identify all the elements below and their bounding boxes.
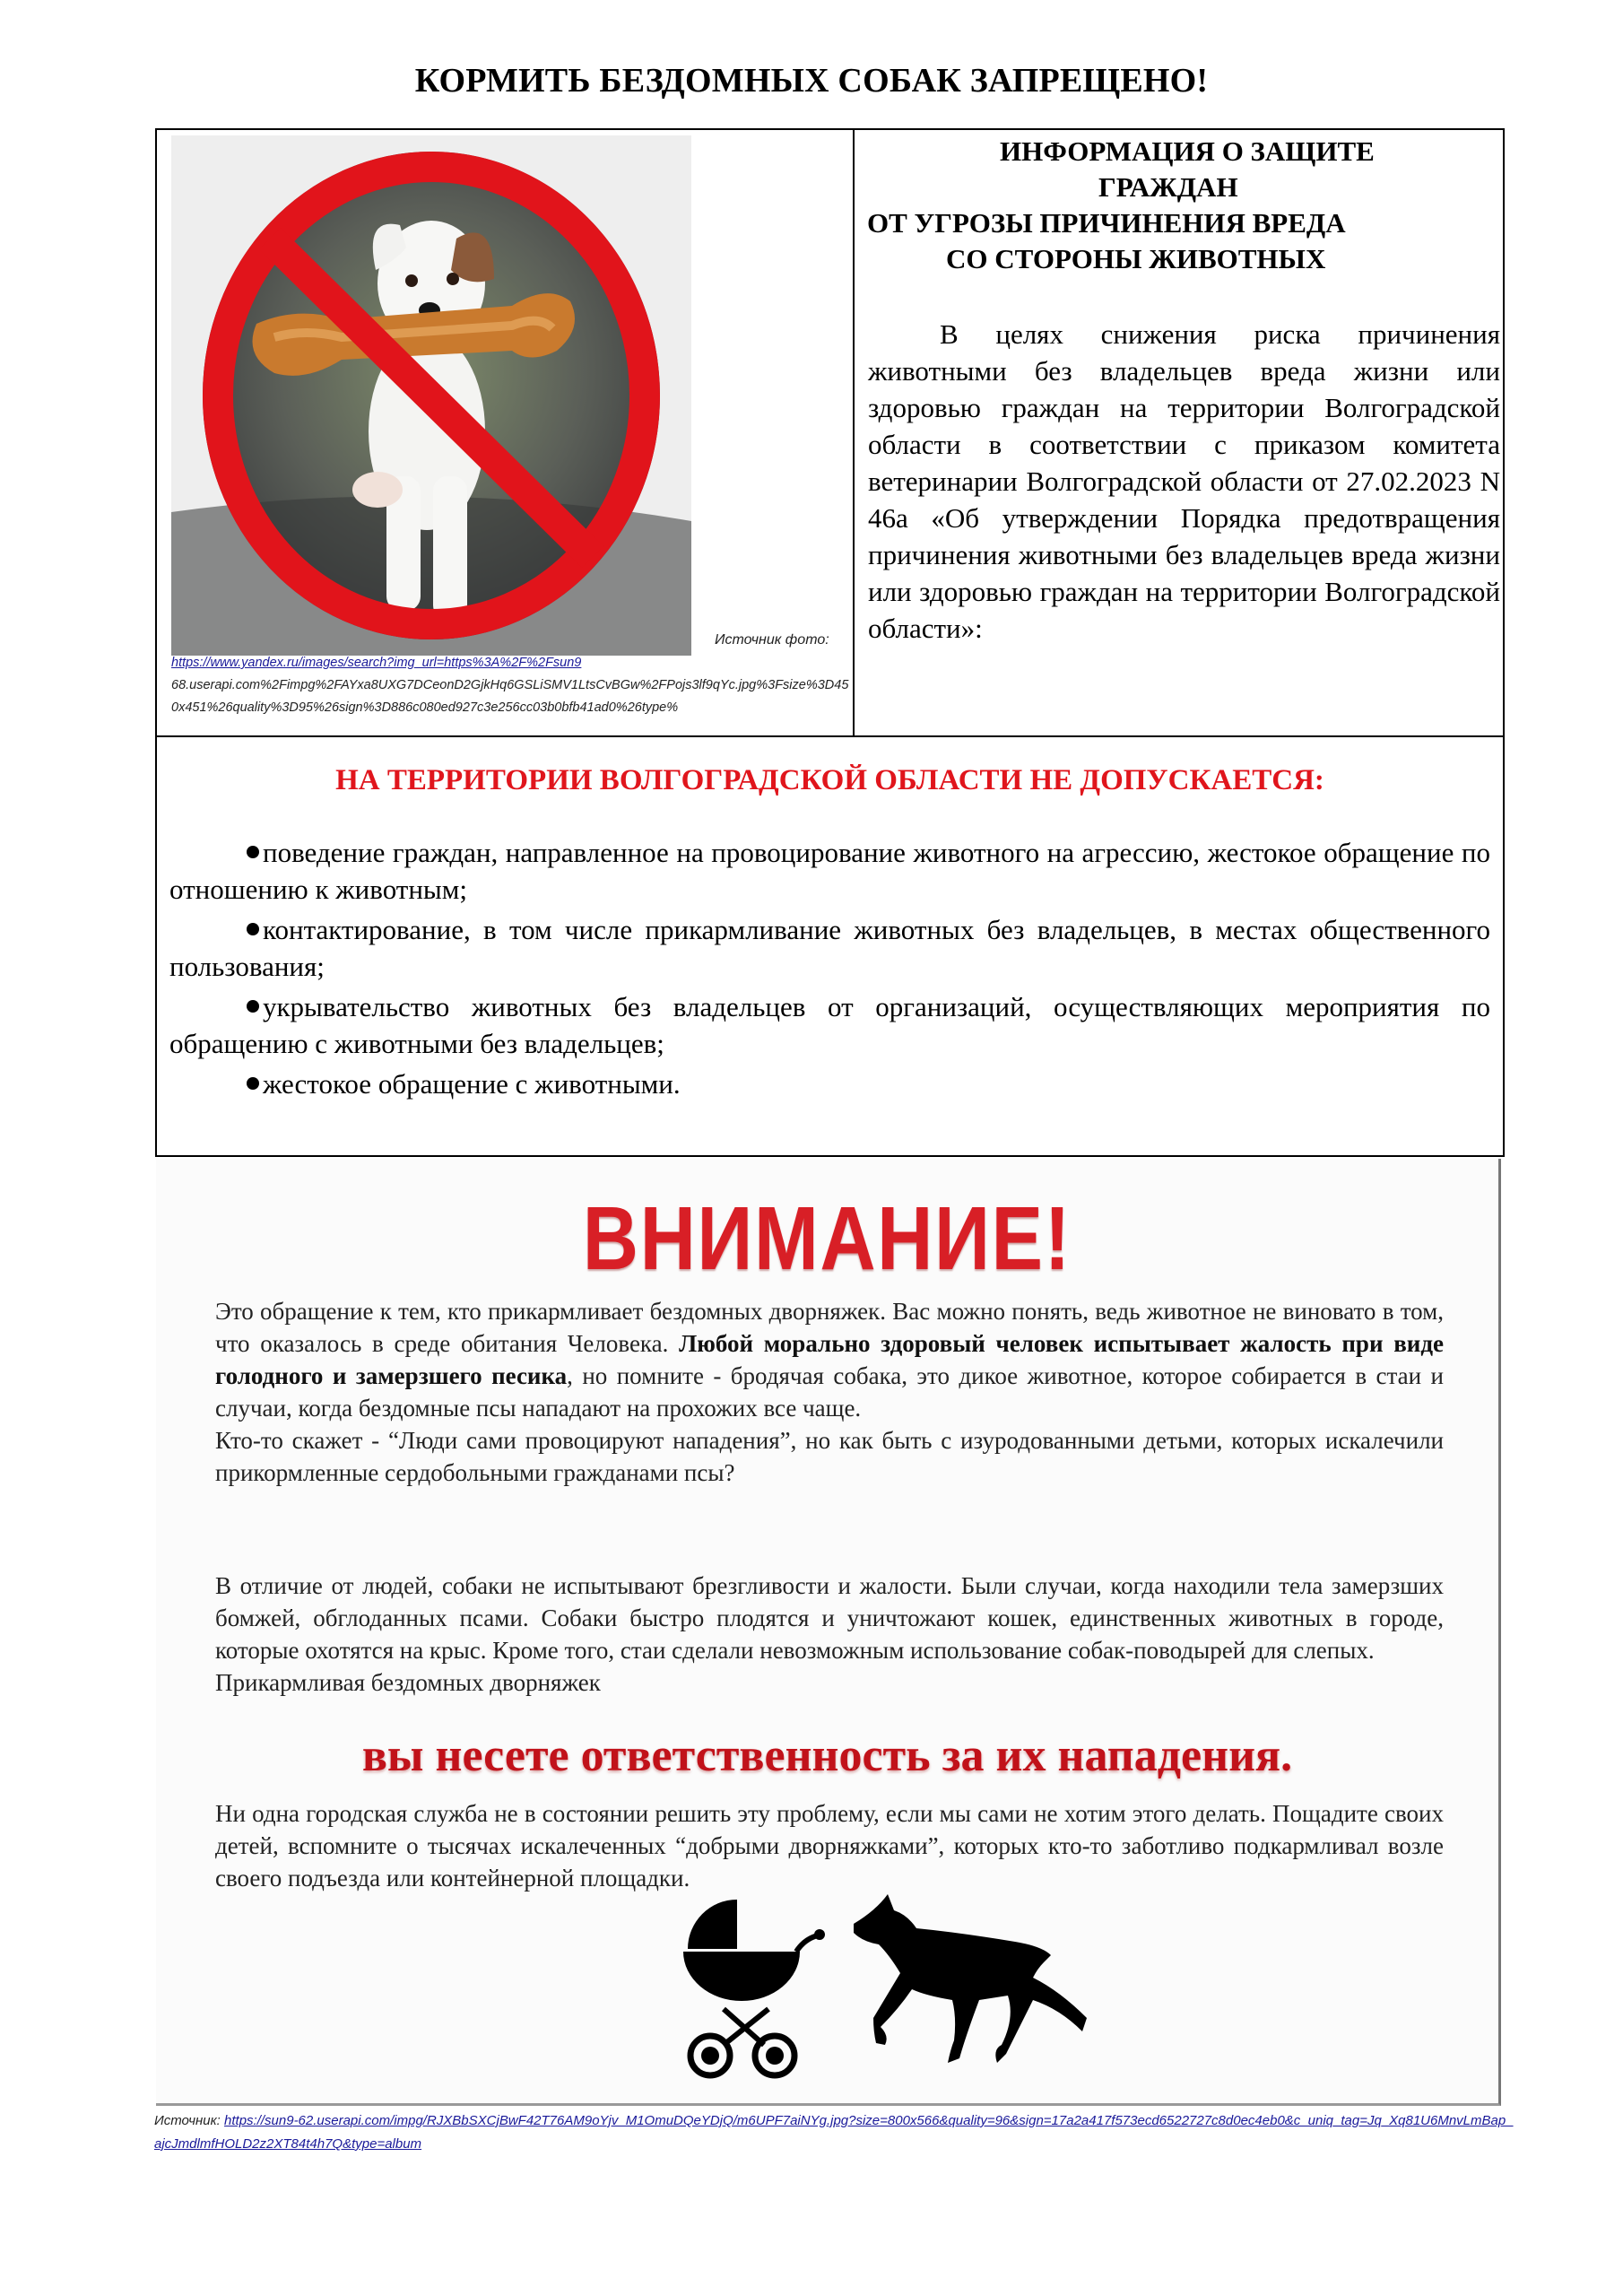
prohibition-sign-icon: [171, 135, 691, 656]
list-item: [169, 1065, 1490, 1102]
poster-text-part: В отличие от людей, собаки не испытывают брезгливости и жалости. Были случаи, когда находили тела замерзших бомжей, обглоданных псами. Собаки быстро плодятся и уничтожают кошек, единственных животных в городе, которые охотятся на крыс. Кроме того, стаи сделали невозможным использование собак-поводырей для слепых.: [215, 1572, 1444, 1664]
photo-caption: Источник фото:: [715, 632, 829, 648]
stroller-and-dog-illustration: [638, 1883, 1141, 2099]
info-heading: [867, 134, 1495, 277]
poster-title: ВНИМАНИЕ!: [582, 1188, 1072, 1289]
bullet-icon: [247, 846, 259, 858]
info-table: [155, 128, 1505, 1157]
list-item-text: укрывательство животных без владельцев от организаций, осуществляющих мероприятия по обращению с животными без владельцев;: [169, 991, 1490, 1059]
bullet-icon: [247, 923, 259, 935]
poster-source: [154, 2109, 1517, 2156]
baby-stroller-icon: [683, 1900, 825, 2075]
warning-poster: [156, 1159, 1501, 2106]
source-link[interactable]: https://sun9-62.userapi.com/impg/RJXBbSXCjBwF42T76AM9oYjv_M1OmuDQeYDjQ/m6UPF7aiNYg.jpg?size=800x566&quality=96&sign=17a2a417f573ecd6522727c8d0ec4eb0&c_uniq_tag=Jq_Xq81U6MnvLmBap_ajcJmdlmfHOLD2z2XT84t4h7Q&type=album: [154, 2113, 1514, 2152]
list-item: [169, 834, 1490, 908]
source-label: Источник:: [154, 2113, 225, 2128]
photo-source: [171, 652, 853, 719]
list-item-text: жестокое обращение с животными.: [263, 1068, 681, 1100]
poster-text-bold: Любой морально здоровый человек испытывает жалость при виде голодного и замерзшего песика: [215, 1330, 1444, 1389]
poster-text-part: Кто-то скажет - “Люди сами провоцируют нападения”, но как быть с изуродованными детьми, которых искалечили прикормленные сердобольными гражданами псы?: [215, 1427, 1444, 1486]
poster-paragraph: [215, 1570, 1444, 1699]
prohibited-list: [169, 834, 1490, 1106]
no-feeding-photo: [171, 135, 691, 656]
photo-cell: [157, 130, 855, 735]
info-heading-line: ОТ УГРОЗЫ ПРИЧИНЕНИЯ ВРЕДА: [867, 207, 1346, 239]
info-cell: [855, 130, 1503, 735]
bullet-icon: [247, 1077, 259, 1090]
poster-paragraph: [215, 1295, 1444, 1489]
info-row: [157, 130, 1503, 737]
poster-paragraph: Ни одна городская служба не в состоянии решить эту проблему, если мы сами не хотим этого делать. Пощадите своих детей, вспомните о тысячах искалеченных “добрыми дворняжками”, которых кто-то заботливо подкармливал возле своего подъезда или контейнерной площадки.: [215, 1800, 1444, 1892]
info-heading-line: ГРАЖДАН: [1098, 171, 1238, 203]
info-heading-line: СО СТОРОНЫ ЖИВОТНЫХ: [946, 243, 1326, 274]
list-item: [169, 988, 1490, 1062]
photo-source-url-rest: 68.userapi.com%2Fimpg%2FAYxa8UXG7DCeonD2GjkHq6GSLiSMV1LtsCvBGw%2FPojs3lf9qYc.jpg%3Fsize%3D450x451%26quality%3D95%26sign%3D886c080ed927c3e256cc03b0bfb41ad0%26type%: [171, 678, 849, 715]
photo-source-link[interactable]: https://www.yandex.ru/images/search?img_url=https%3A%2F%2Fsun9: [171, 656, 582, 670]
poster-red-line: вы несете ответственность за их нападения.: [361, 1730, 1293, 1781]
info-heading-line: ИНФОРМАЦИЯ О ЗАЩИТЕ: [1000, 135, 1375, 167]
prohibited-title: НА ТЕРРИТОРИИ ВОЛГОГРАДСКОЙ ОБЛАСТИ НЕ ДОПУСКАЕТСЯ:: [335, 764, 1324, 796]
poster-text-part: Прикармливая бездомных дворняжек: [215, 1669, 601, 1696]
bullet-icon: [247, 1000, 259, 1013]
list-item-text: поведение граждан, направленное на провоцирование животного на агрессию, жестокое обращение по отношению к животным;: [169, 837, 1490, 905]
poster-text-part: , но помните - бродячая собака, это дикое животное, которое собирается в стаи и случаи, когда бездомные псы нападают на прохожих все чаще.: [215, 1362, 1444, 1422]
poster-text-part: Это обращение к тем, кто прикармливает бездомных дворняжек. Вас можно понять, ведь животное не виновато в том, что оказалось в среде обитания Человека.: [215, 1298, 1444, 1357]
dog-silhouette-icon: [854, 1894, 1087, 2063]
list-item-text: контактирование, в том числе прикармливание животных без владельцев, в местах общественного пользования;: [169, 914, 1490, 982]
info-body: В целях снижения риска причинения животными без владельцев вреда жизни или здоровью граждан на территории Волгоградской области в соответствии с приказом комитета ветеринарии Волгоградской области от 27.02.2023 N 46а «Об утверждении Порядка предотвращения причинения животными без владельцев вреда жизни или здоровью граждан на территории Волгоградской области»:: [868, 318, 1500, 644]
page-title: КОРМИТЬ БЕЗДОМНЫХ СОБАК ЗАПРЕЩЕНО!: [414, 62, 1209, 100]
list-item: [169, 911, 1490, 985]
prohibited-section: [157, 737, 1503, 1155]
